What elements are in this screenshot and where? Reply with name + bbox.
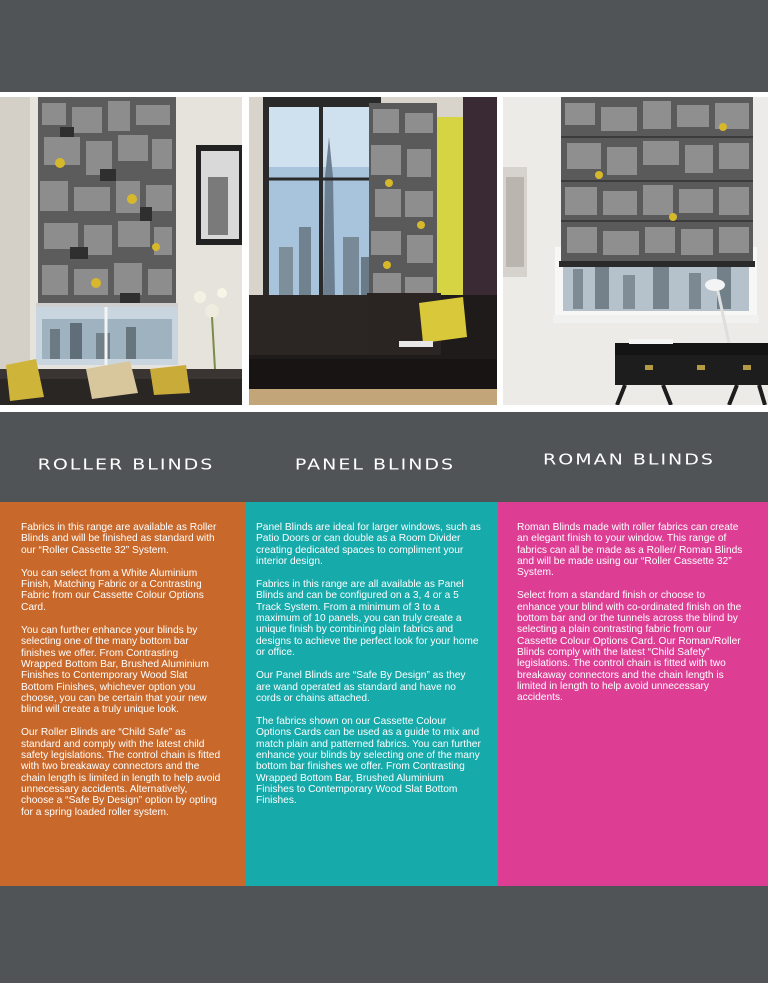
- panel-paragraph: Panel Blinds are ideal for larger windows, such as Patio Doors or can double as a Room Divider creating dedicated spaces to compliment your interior design.: [256, 522, 481, 567]
- panel-paragraph: Our Panel Blinds are “Safe By Design” as they are wand operated as standard and have no cords or chains attached.: [256, 670, 466, 704]
- panel-paragraph: The fabrics shown on our Cassette Colour Options Cards can be used as a guide to mix and match plain and patterned fabrics. You can further enhance your blinds by selecting one of the many bottom bar finishes we offer. From Contrasting Wrapped Bottom Bar, Brushed Aluminium Finishes to Contemporary Wood Slat Bottom Finishes.: [256, 716, 481, 807]
- roller-blinds-column: [0, 502, 245, 886]
- roller-blind-photo: [0, 97, 242, 405]
- roman-blinds-column: [498, 502, 768, 886]
- roller-paragraph: You can select from a White Aluminium Finish, Matching Fabric or a Contrasting Fabric from our Cassette Colour Options Card.: [21, 567, 204, 613]
- roman-blinds-heading: ROMAN BLINDS: [543, 451, 715, 469]
- photo-strip: [0, 92, 768, 412]
- panel-blind-photo: [249, 97, 497, 405]
- roller-paragraph: Fabrics in this range are available as Roller Blinds and will be finished as standard with our “Roller Cassette 32” System.: [21, 522, 217, 556]
- roman-paragraph: Roman Blinds made with roller fabrics can create an elegant finish to your window. This range of fabrics can all be made as a Roller/ Roman Blinds and will be made using our “Roller Cassette 32” System.: [517, 522, 743, 579]
- panel-blinds-heading: PANEL BLINDS: [294, 456, 456, 474]
- roller-blinds-heading: ROLLER BLINDS: [37, 456, 215, 474]
- panel-blinds-column: [245, 502, 498, 886]
- roller-paragraph: You can further enhance your blinds by selecting one of the many bottom bar finishes we offer. From Contrasting Wrapped Bottom Bar, Brushed Aluminium Finishes to Contemporary Wood Slat Bottom Finishes, whichever option you choose, you can be certain that your new blind will create a truly unique look.: [21, 625, 209, 716]
- top-banner: [0, 0, 768, 92]
- panel-paragraph: Fabrics in this range are all available as Panel Blinds and can be configured on a 3, 4 or a 5 Track System. From a minimum of 3 to a maximum of 10 panels, you can truly create a unique finish by combining plain fabrics and designs to achieve the perfect look for your home or office.: [256, 579, 479, 658]
- bottom-banner: [0, 886, 768, 983]
- title-band: [0, 412, 768, 502]
- roller-paragraph: Our Roller Blinds are “Child Safe” as standard and comply with the latest child safety legislations. The control chain is fitted with two breakaway connectors and the chain length is limited in length to help avoid unnecessary accidents. Alternatively, choose a “Safe By Design” option by opting for a spring loaded roller system.: [21, 727, 221, 818]
- roman-blind-photo: [503, 97, 768, 405]
- roman-paragraph: Select from a standard finish or choose to enhance your blind with co-ordinated finish on the bottom bar and or the tunnels across the blind by selecting a plain contrasting fabric from our Cassette Colour Options Card. Our Roman/Roller Blinds comply with the latest “Child Safety” legislations. The control chain is fitted with two breakaway connectors and the chain length is limited in length to help avoid unnecessary accidents.: [517, 590, 742, 704]
